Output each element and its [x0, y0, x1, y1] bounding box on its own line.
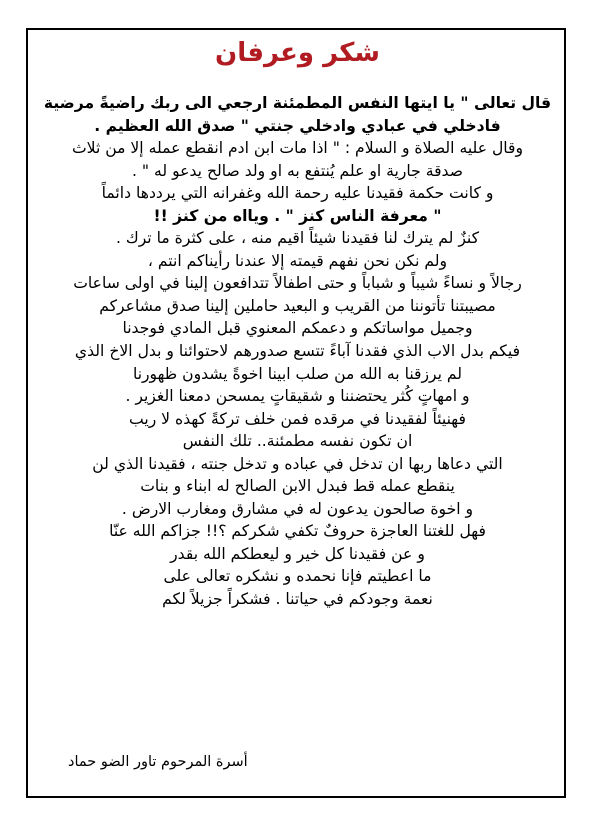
body-line: التي دعاها ربها ان تدخل في عباده و تدخل جنته ، فقيدنا الذي لن [92, 454, 503, 473]
family-signature: أسرة المرحوم تاور الضو حماد [68, 754, 248, 770]
body-line: فهنيئاً لفقيدنا في مرقده فمن خلف تركةً كهذه لا ريب [129, 409, 466, 428]
body-line: و اخوة صالحون يدعون له في مشارق ومغارب الارض . [121, 499, 474, 518]
body-line: وقال عليه الصلاة و السلام : " اذا مات ابن ادم انقطع عمله إلا من ثلاث [71, 139, 524, 158]
body-line: و امهاتٍ كُثر يحتضننا و شقيقاتٍ يمسحن دمعنا الغزير . [125, 387, 470, 406]
body-line: ان تكون نفسه مطمئنة.. تلك النفس [182, 432, 413, 451]
body-line: فيكم بدل الاب الذي فقدنا آباءً تتسع صدورهم لاحتوائنا و بدل الاخ الذي [74, 342, 521, 361]
body-line: لم يرزقنا به الله من صلب ابينا اخوةً يشدون ظهورنا [132, 364, 463, 383]
page-title: شكر وعرفان [215, 38, 380, 68]
body-line: فادخلي في عبادي وادخلي جنتي " صدق الله العظيم . [94, 116, 501, 135]
body-line: مصيبتنا تأتوننا من القريب و البعيد حاملين إلينا صدق مشاعركم [99, 296, 496, 315]
body-line: وجميل مواساتكم و دعمكم المعنوي قبل المادي فوجدنا [122, 319, 473, 338]
body-line: فهل للغتنا العاجزة حروفٌ تكفي شكركم ؟!! جزاكم الله عنّا [109, 522, 486, 541]
letter-body [34, 92, 561, 611]
body-line: قال تعالى " يا ايتها النفس المطمئنة ارجعي الى ربك راضيةً مرضية [43, 94, 552, 112]
body-line: رجالاً و نساءً شيباً و شباباً و حتى اطفالاً تتدافعون إلينا في اولى ساعات [73, 274, 522, 293]
body-line: ينقطع عمله قط فبدل الابن الصالح له ابناء و بنات [140, 477, 455, 496]
body-line: و عن فقيدنا كل خير و ليعطكم الله بقدر [170, 544, 425, 563]
body-line: ما اعطيتم فإنا نحمده و نشكره تعالى على [163, 567, 432, 586]
body-line: كنزٌ لم يترك لنا فقيدنا شيئاً اقيم منه ، على كثرة ما ترك . [115, 229, 480, 248]
body-line: و كانت حكمة فقيدنا عليه رحمة الله وغفرانه التي يرددها دائماً [101, 184, 494, 203]
body-line: نعمة وجودكم في حياتنا . فشكراً جزيلاً لكم [162, 590, 433, 609]
body-line: صدقة جارية او علم يُنتفع به او ولد صالح يدعو له " . [132, 161, 463, 180]
body-line: ولم نكن نحن نفهم قيمته إلا عندنا رأيناكم انتم ، [147, 251, 448, 270]
body-line: " معرفة الناس كنز " . ويااه من كنز !! [153, 206, 442, 225]
